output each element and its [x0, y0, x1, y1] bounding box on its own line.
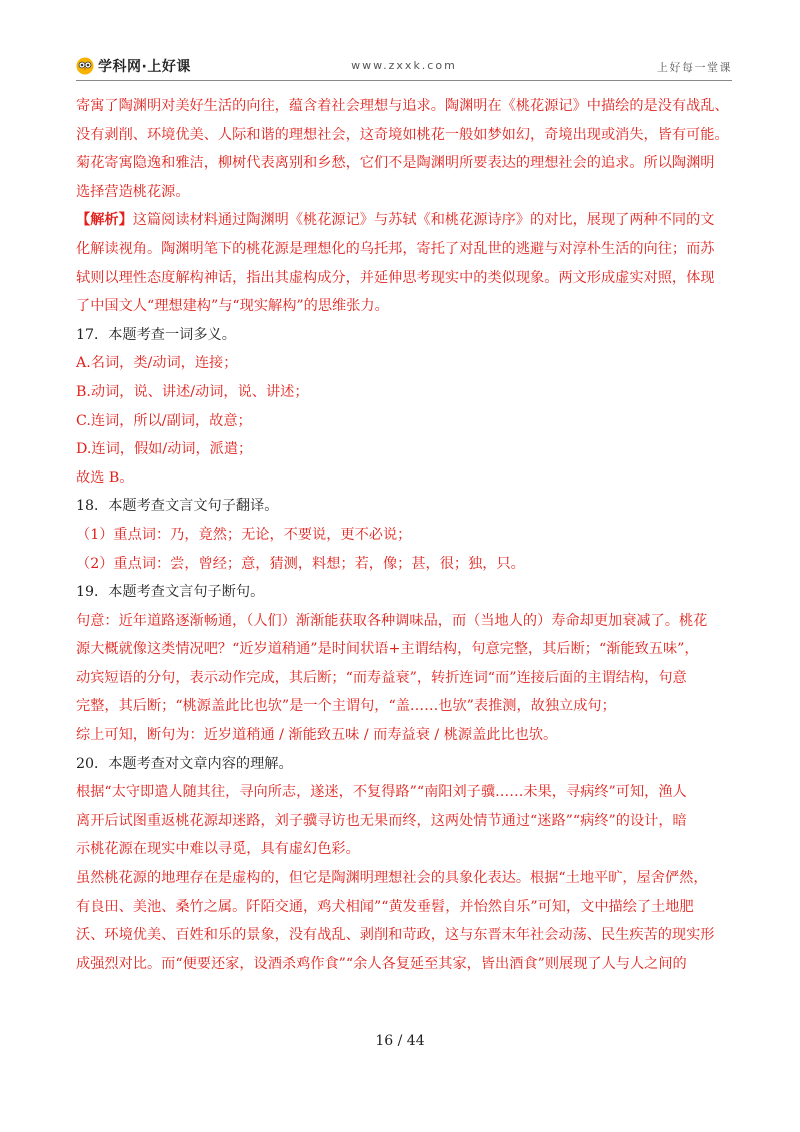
- text-line: [76, 835, 732, 864]
- text-line: [76, 778, 732, 807]
- line-text: （1）重点词：乃，竟然；无论，不要说，更不必说；: [76, 526, 412, 543]
- text-line: [76, 321, 732, 350]
- text-line: [76, 178, 732, 207]
- line-text: 沃、环境优美、百姓和乐的景象，没有战乱、剥削和苛政，这与东晋末年社会动荡、民生疾苦的现实形: [76, 927, 715, 944]
- text-line: [76, 92, 732, 121]
- text-line: [76, 378, 732, 407]
- line-text: 虽然桃花源的地理存在是虚构的，但它是陶渊明理想社会的具象化表达。根据“土地平旷，屋舍俨然，: [76, 870, 708, 887]
- line-text: 17．本题考查一词多义。: [76, 326, 236, 343]
- line-text: D.连词，假如/动词，派遣；: [76, 441, 253, 458]
- line-text: 20．本题考查对文章内容的理解。: [76, 755, 293, 772]
- line-text: 菊花寄寓隐逸和雅洁，柳树代表离别和乡愁，它们不是陶渊明所要表达的理想社会的追求。所以陶渊明: [76, 155, 715, 172]
- line-text: C.连词，所以/副词，故意；: [76, 412, 252, 429]
- text-line: [76, 464, 732, 493]
- line-text: 没有剥削、环境优美、人际和谐的理想社会，这奇境如桃花一般如梦如幻，奇境出现或消失，皆有可能。: [76, 126, 729, 143]
- text-line: [76, 121, 732, 150]
- logo-text: 学科网·上好课: [98, 59, 191, 75]
- page-number: 16 / 44: [375, 1033, 425, 1049]
- text-line: [76, 750, 732, 779]
- line-text: 了中国文人“理想建构”与“现实解构”的思维张力。: [76, 298, 389, 315]
- line-text: A.名词，类/动词，连接；: [76, 355, 238, 372]
- text-line: [76, 235, 732, 264]
- text-line: [76, 492, 732, 521]
- line-text: 寄寓了陶渊明对美好生活的向往，蕴含着社会理想与追求。陶渊明在《桃花源记》中描绘的是没有战乱、: [76, 98, 729, 114]
- line-text: 故选 B。: [76, 469, 134, 486]
- text-line: [76, 950, 732, 979]
- text-line: [76, 807, 732, 836]
- line-text: 综上可知，断句为：近岁道稍通 / 渐能致五味 / 而寿益衰 / 桃源盖此比也欤。: [76, 727, 558, 744]
- text-line: [76, 521, 732, 550]
- line-text: 示桃花源在现实中难以寻觅，具有虚幻色彩。: [76, 841, 360, 858]
- text-line: [76, 921, 732, 950]
- line-text: 轼则以理性态度解构神话，指出其虚构成分，并延伸思考现实中的类似现象。两文形成虚实对照，体现: [76, 269, 715, 286]
- line-text: 成强烈对比。而“便要还家，设酒杀鸡作食”“余人各复延至其家，皆出酒食”则展现了人与人之间的: [76, 955, 687, 972]
- text-line: [76, 407, 732, 436]
- document-body: [76, 92, 732, 978]
- text-line: [76, 292, 732, 321]
- text-line: [76, 550, 732, 579]
- line-text: 有良田、美池、桑竹之属。阡陌交通，鸡犬相闻”“黄发垂髫，并怡然自乐”可知，文中描绘了土地肥: [76, 898, 694, 915]
- line-text: 根据“太守即遣人随其往，寻向所志，遂迷，不复得路”“南阳刘子骥……未果，寻病终”可知，渔人: [76, 784, 687, 801]
- line-text: （2）重点词：尝，曾经；意，猜测，料想；若，像；甚，很；独，只。: [76, 555, 525, 572]
- text-line: [76, 435, 732, 464]
- text-line: [76, 692, 732, 721]
- text-line: [76, 578, 732, 607]
- line-text: 化解读视角。陶渊明笔下的桃花源是理想化的乌托邦，寄托了对乱世的逃避与对淳朴生活的向往；而苏: [76, 240, 715, 257]
- text-line: [76, 664, 732, 693]
- text-line: [76, 864, 732, 893]
- line-text: 19．本题考查文言句子断句。: [76, 584, 265, 601]
- page-header: [76, 52, 732, 81]
- line-text: B.动词，说、讲述/动词，说、讲述；: [76, 383, 309, 400]
- line-text: 18．本题考查文言文句子翻译。: [76, 498, 279, 515]
- analysis-label: 【解析】: [76, 212, 133, 229]
- line-text: 源大概就像这类情况吧？“近岁道稍通”是时间状语+主谓结构，句意完整，其后断；“渐能致五味”，: [76, 641, 699, 658]
- text-line: [76, 206, 732, 235]
- text-line: [76, 349, 732, 378]
- line-text: 动宾短语的分句，表示动作完成，其后断；“而寿益衰”，转折连词“而”连接后面的主谓结构，句意: [76, 669, 687, 686]
- line-text: 选择营造桃花源。: [76, 183, 190, 200]
- line-text: 离开后试图重返桃花源却迷路，刘子骥寻访也无果而终，这两处情节通过“迷路”“病终”的设计，暗: [76, 812, 687, 829]
- header-slogan: 上好每一堂课: [657, 61, 732, 74]
- text-line: [76, 893, 732, 922]
- site-url: www.zxxk.com: [351, 59, 457, 72]
- line-text: 完整，其后断；“桃源盖此比也欤”是一个主谓句，“盖……也欤”表推测，故独立成句；: [76, 698, 616, 715]
- text-line: [76, 607, 732, 636]
- text-line: [76, 635, 732, 664]
- text-line: [76, 721, 732, 750]
- line-text: 这篇阅读材料通过陶渊明《桃花源记》与苏轼《和桃花源诗序》的对比，展现了两种不同的文: [132, 212, 715, 229]
- line-text: 句意：近年道路逐渐畅通，（人们）渐渐能获取各种调味品，而（当地人的）寿命却更加衰减了。桃花: [76, 612, 708, 629]
- text-line: [76, 149, 732, 178]
- text-line: [76, 264, 732, 293]
